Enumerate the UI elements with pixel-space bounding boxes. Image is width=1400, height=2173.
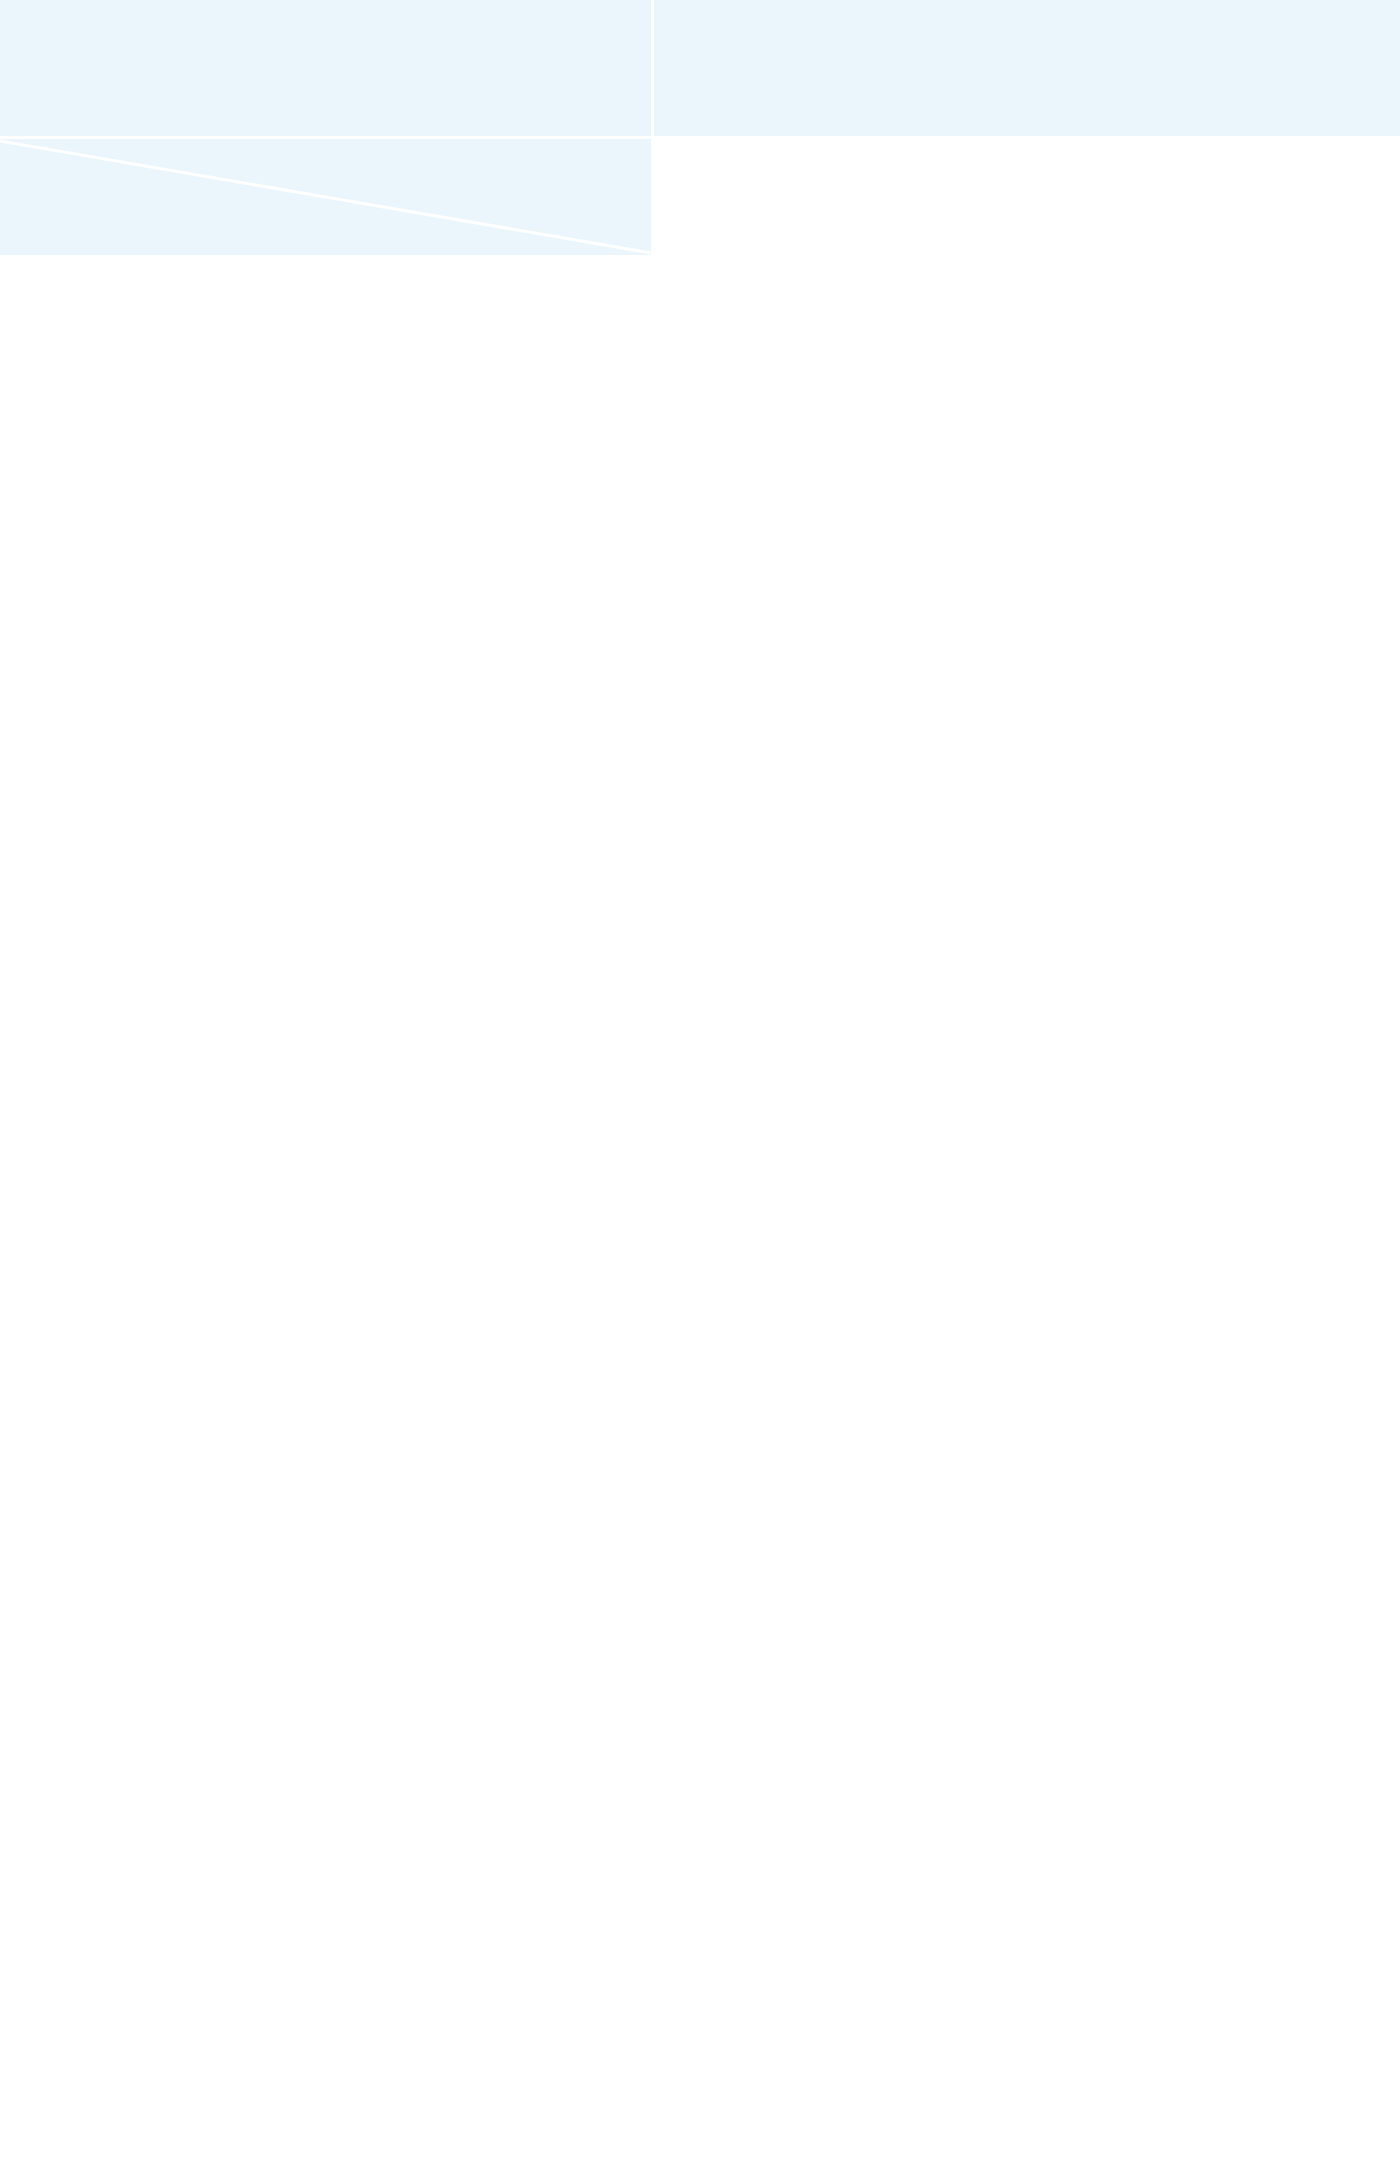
diagonal-divider <box>0 139 651 255</box>
header-corner-top <box>0 0 651 136</box>
header-banner <box>654 0 1400 136</box>
